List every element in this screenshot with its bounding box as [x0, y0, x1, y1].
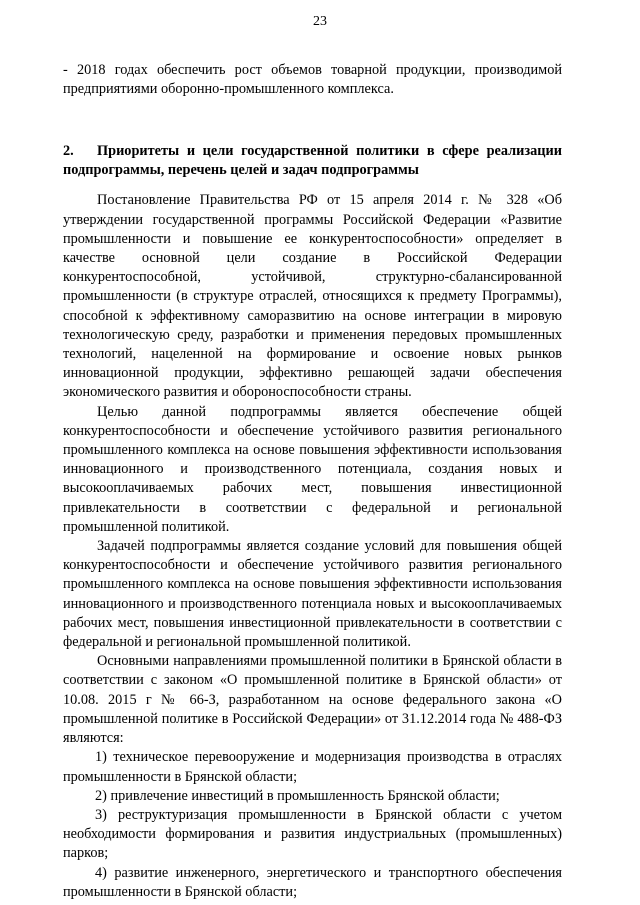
- paragraph: Основными направлениями промышленной политики в Брянской области в соответствии с законом «О промышленной политике в Брянской области» от 10.08. 2015 г № 66-З, разработанном на основе федерального закона «О промышленной политике в Российской Федерации» от 31.12.2014 года № 488-ФЗ являются:: [63, 653, 562, 747]
- list-item: 2) привлечение инвестиций в промышленность Брянской области;: [95, 787, 500, 804]
- document-body: [63, 61, 562, 902]
- paragraph: Постановление Правительства РФ от 15 апреля 2014 г. № 328 «Об утверждении государственной программы Российской Федерации «Развитие промышленности и повышение ее конкурентоспособности» определяет в качестве основной цели создание в Российской Федерации конкурентоспособной, устойчивой, структурно-сбалансированной промышленности (в структуре отраслей, относящихся к предмету Программы), способной к эффективному саморазвитию на основе интеграции в мировую технологическую среду, разработки и применения передовых промышленных технологий, нацеленной на формирование и освоение новых рынков инновационной продукции, эффективно решающей задачи обеспечения экономического развития и обороноспособности страны.: [63, 192, 562, 401]
- page-number: 23: [313, 14, 327, 29]
- paragraph: Целью данной подпрограммы является обеспечение общей конкурентоспособности и обеспечение устойчивого развития регионального промышленного комплекса на основе повышения эффективности использования инновационного и производственного потенциала, создания новых и высокооплачиваемых рабочих мест, повышения инвестиционной привлекательности в соответствии с федеральной и региональной промышленной политикой.: [63, 403, 562, 535]
- list-item: 3) реструктуризация промышленности в Брянской области с учетом необходимости формирования и развития индустриальных (промышленных) парков;: [63, 806, 562, 862]
- list-item: 4) развитие инженерного, энергетического и транспортного обеспечения промышленности в Брянской области;: [63, 864, 562, 900]
- paragraph: Задачей подпрограммы является создание условий для повышения общей конкурентоспособности и обеспечение устойчивого развития регионального промышленного комплекса на основе повышения эффективности использования инновационного и производственного потенциала новых и высокооплачиваемых рабочих мест, повышения инвестиционной привлекательности в соответствии с федеральной и региональной промышленной политикой.: [63, 538, 562, 651]
- section-number: 2.: [63, 143, 74, 160]
- section-title: Приоритеты и цели государственной политики в сфере реализации подпрограммы, перечень целей и задач подпрограммы: [63, 143, 562, 178]
- list-item: 1) техническое перевооружение и модернизация производства в отраслях промышленности в Брянской области;: [63, 749, 562, 785]
- intro-paragraph: - 2018 годах обеспечить рост объемов товарной продукции, производимой предприятиями оборонно-промышленного комплекса.: [63, 62, 562, 98]
- section-heading: [63, 142, 562, 179]
